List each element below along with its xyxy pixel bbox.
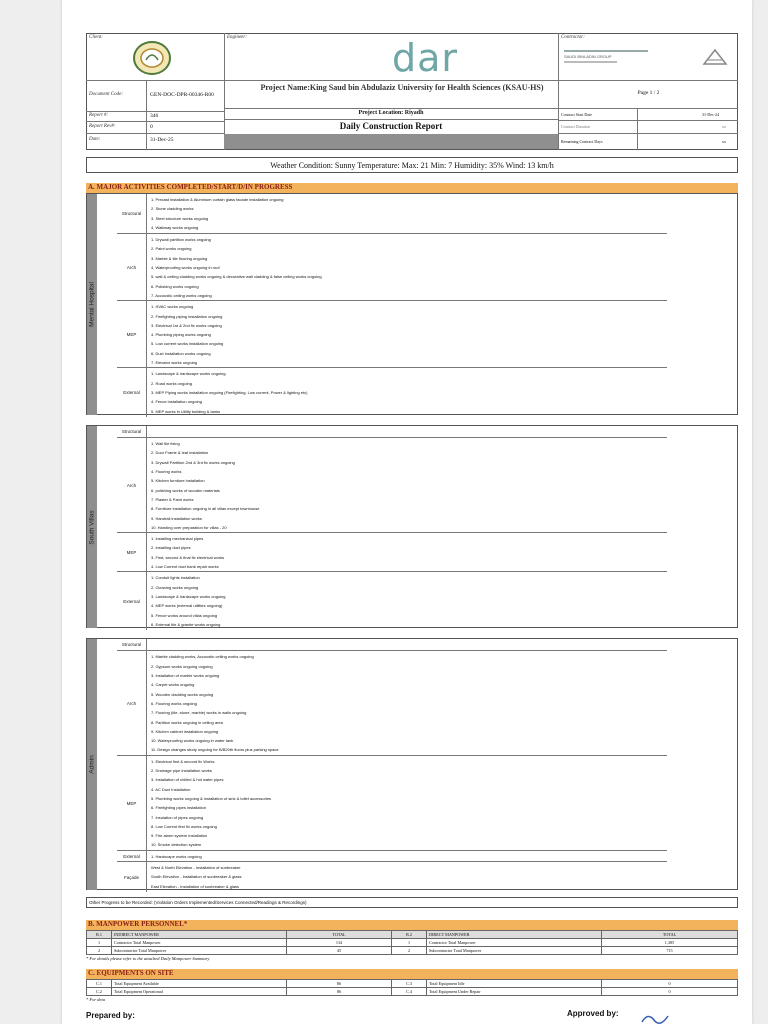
activity-items: [149, 235, 664, 300]
subcategory-label: MEP: [117, 301, 147, 368]
report-no-label: Report #:: [89, 113, 109, 118]
subcategory-label: Façade: [117, 862, 147, 892]
activity-item: 7. Elevator works ongoing: [151, 360, 198, 366]
activity-item: 6. polishing works of wooden materials: [151, 487, 220, 493]
eq-cell: Total Equipment Idle: [427, 980, 602, 988]
mp-col-indirect: INDIRECT MANPOWER: [112, 931, 287, 939]
mp-cell: Subcontractor Total Manpower: [427, 947, 602, 955]
activity-subrow: [117, 755, 667, 850]
eq-cell: Total Equipment Under Repair: [427, 988, 602, 996]
engineer-logo: dar: [392, 36, 459, 80]
mp-cell: 1: [392, 939, 427, 947]
activity-item: 1. Installing mechanical pipes: [151, 536, 204, 542]
project-location: Project Location: Riyadh: [358, 110, 424, 116]
client-seal-logo: [132, 40, 172, 76]
mp-cell: 715: [602, 947, 738, 955]
activity-item: 6. Flooring works ongoing: [151, 700, 197, 706]
contractor-label: Contractor:: [561, 35, 585, 40]
activity-items: [149, 534, 664, 571]
activity-item: 8. Low Current first fix works ongoing: [151, 823, 217, 829]
activity-item: 6. External tile & granite works ongoing: [151, 621, 221, 627]
remaining-days-value: xx: [722, 139, 726, 144]
activity-subrow: [117, 861, 667, 891]
activity-item: 4. Walkway works ongoing: [151, 224, 199, 230]
activity-item: 6. Firefighting pipes installation: [151, 805, 206, 811]
activity-item: 3. Installation of chilled & hot water pipes: [151, 777, 224, 783]
contract-start-label: Contract Start Date: [561, 112, 592, 117]
contract-start-value: 31-Dec-24: [702, 112, 720, 117]
group-label: Admin: [88, 755, 96, 774]
activity-item: 7. Accoustic ceiling works ongoing: [151, 292, 212, 298]
activity-item: 3. First, second & final fix electrical works: [151, 554, 225, 560]
mp-cell: Contractor Total Manpower: [427, 939, 602, 947]
activity-item: 4. MEP works (external utilities ongoing): [151, 603, 223, 609]
activity-subrow: [117, 650, 667, 754]
activity-item: 2. Paint works ongoing: [151, 246, 192, 252]
activity-subrow: [117, 437, 667, 532]
activity-subrow: [117, 426, 667, 437]
page-number: Page 1 / 2: [637, 90, 660, 96]
activity-items: [149, 573, 664, 629]
activity-items: [149, 757, 664, 850]
activity-item: 5. wall & ceiling cladding works ongoing & decorative wall cladding & false ceiling works ongoing: [151, 274, 322, 280]
eq-cell: Total Equipment Available: [112, 980, 287, 988]
client-label: Client:: [89, 35, 103, 40]
section-a-header: A. MAJOR ACTIVITIES COMPLETED/START/D/IN PROGRESS: [86, 183, 738, 193]
subcategory-label: Arch: [117, 234, 147, 301]
activity-item: 10. Smoke detection system: [151, 842, 202, 848]
equipment-note: * For deta: [86, 997, 105, 1002]
contractor-logo: SAUDI BINLADIN GROUP: [564, 48, 669, 65]
activity-subrow: [117, 367, 667, 416]
activity-item: 1. Marble cladding works, Accoustic ceiling works ongoing: [151, 654, 254, 660]
activity-group: [86, 193, 738, 415]
doc-code-label: Document Code:: [89, 92, 124, 97]
activity-item: 4. Carpet works ongoing: [151, 682, 195, 688]
contractor-emblem-icon: [702, 46, 728, 68]
activity-item: 6. Duct installation works ongoing: [151, 350, 211, 356]
mp-col-b2: B.2: [392, 931, 427, 939]
activity-item: 1. Wall tile fixing: [151, 441, 180, 447]
activity-items: [149, 863, 664, 891]
report-no-value: 346: [150, 113, 159, 119]
activity-item: 1. Precast installation & Aluminum curtain glass facade installation ongoing: [151, 197, 284, 202]
activity-subrow: [117, 639, 667, 650]
eq-cell: C.2: [87, 988, 112, 996]
subcategory-label: Structural: [117, 194, 147, 233]
mp-cell: 45: [287, 947, 392, 955]
doc-code-value: GEN-DOC-DPR-00346-R00: [150, 92, 214, 98]
eq-cell: 86: [287, 988, 392, 996]
activity-subrow: [117, 532, 667, 571]
signature-icon: [640, 1012, 670, 1024]
activity-item: 4. Flooring works: [151, 469, 182, 475]
activity-item: 4. AC Duct Installation: [151, 786, 191, 792]
mp-cell: 1,385: [602, 939, 738, 947]
activity-item: 2. Firefighting piping installation ongoing: [151, 313, 223, 319]
activity-subrow: [117, 571, 667, 629]
subcategory-label: Structural: [117, 639, 147, 650]
activity-subrow: [117, 850, 667, 861]
mp-cell: Subcontractor Total Manpower: [112, 947, 287, 955]
activity-item: [151, 427, 664, 436]
activity-item: 1. Landscape & hardscape works ongoing.: [151, 371, 227, 377]
activity-item: 8. Partition works ongoing in ceiling area: [151, 719, 223, 725]
activity-item: 7. Plaster & Paint works: [151, 496, 194, 502]
activity-group: [86, 638, 738, 890]
activity-item: 8. Furniture installation ongoing in all villas except townhouse: [151, 506, 260, 512]
activity-subrow: [117, 194, 667, 233]
mp-cell: 1: [87, 939, 112, 947]
subcategory-label: Arch: [117, 438, 147, 533]
activity-item: 2. Door Frame & leaf installation: [151, 450, 209, 456]
activity-item: 7. Flooring (tile, stone, marble) works in walls ongoing: [151, 710, 247, 716]
activity-item: 2. Drainage pipe installation works: [151, 768, 212, 774]
activity-items: [149, 369, 664, 416]
section-c-header: C. EQUIPMENTS ON SITE: [86, 969, 738, 979]
activity-item: 5. Low current works installation ongoing: [151, 341, 224, 347]
eq-cell: 0: [602, 988, 738, 996]
activity-item: 4. Low Current duct bank repair works: [151, 564, 219, 570]
activity-subrow: [117, 300, 667, 367]
subcategory-label: MEP: [117, 533, 147, 572]
activity-item: 2. Gypsum works ongoing ongoing: [151, 663, 213, 669]
activity-item: 5. Fence works around villas ongoing: [151, 612, 218, 618]
manpower-note: * For details please refer to the attached Daily Manpower Summary: [86, 956, 210, 961]
activity-item: 1. Hardscape works ongoing: [151, 853, 202, 859]
activity-item: South Elevation - Installation of sunbreaker & glass: [151, 874, 242, 880]
contract-duration-value: xx: [722, 124, 726, 129]
title-band: [224, 134, 558, 149]
mp-col-total-1: TOTAL: [287, 931, 392, 939]
subcategory-label: Structural: [117, 426, 147, 437]
mp-cell: Contractor Total Manpower: [112, 939, 287, 947]
activity-item: 11. Design changes study ongoing for B/B20th floors plus parking space: [151, 747, 279, 753]
activity-item: 1. Electrical first & second fix Works: [151, 758, 215, 764]
activity-item: 4. Fence installation ongoing: [151, 399, 202, 405]
engineer-label: Engineer:: [227, 35, 247, 40]
group-label: South Villas: [88, 509, 96, 545]
eq-cell: 0: [602, 980, 738, 988]
activity-item: 6. Polishing works ongoing: [151, 283, 199, 289]
activity-item: 9. Handrail installation works: [151, 515, 202, 521]
eq-cell: 86: [287, 980, 392, 988]
activity-item: 1. Drywall partition works ongoing: [151, 237, 211, 243]
mp-col-total-2: TOTAL: [602, 931, 738, 939]
weather-row: Weather Condition: Sunny Temperature: Max: 21 Min: 7 Humidity: 35% Wind: 13 km/h: [86, 157, 738, 173]
activity-item: 7. Insulation of pipes ongoing: [151, 814, 204, 820]
activity-item: 3. Drywall Partition 2nd & 3rd fix works ongoing: [151, 459, 235, 465]
activity-item: 4. Plumbing piping works ongoing: [151, 332, 211, 338]
report-title: Daily Construction Report: [339, 121, 443, 131]
approved-by-label: Approved by:: [567, 1009, 619, 1018]
activity-items: [149, 302, 664, 367]
manpower-table: [86, 930, 738, 963]
report-page: [62, 0, 752, 1024]
project-name: Project Name:King Saud bin Abdulaziz University for Health Sciences (KSAU-HS): [260, 83, 544, 92]
eq-cell: C.3: [392, 980, 427, 988]
activity-item: 3. Marble & tile flooring ongoing: [151, 255, 208, 261]
activity-item: [151, 640, 664, 649]
activity-item: 2. Cleaning works ongoing: [151, 584, 199, 590]
activities-table: [86, 193, 738, 893]
subcategory-label: External: [117, 851, 147, 862]
subcategory-label: MEP: [117, 756, 147, 851]
activity-item: 2. Installing duct pipes: [151, 545, 191, 551]
eq-cell: C.4: [392, 988, 427, 996]
activity-items: [149, 852, 664, 861]
activity-item: 9. Fire alarm system installation: [151, 833, 208, 839]
eq-cell: C.1: [87, 980, 112, 988]
activity-item: 3. Electrical 1st & 2nd fix works ongoing: [151, 322, 222, 328]
activity-item: 4. Waterproofing works ongoing in roof: [151, 265, 220, 271]
date-label: Date:: [89, 137, 101, 142]
mp-cell: 2: [392, 947, 427, 955]
activity-items: [149, 427, 664, 436]
activity-item: West & North Elevation - Installation of sunbreaker: [151, 865, 241, 871]
activity-item: 3. Steel structure works ongoing: [151, 215, 209, 221]
activity-item: 9. Kitchen cabinet installation ongoing: [151, 728, 219, 734]
activity-item: 1. HVAC works ongoing: [151, 304, 194, 310]
activity-item: East Elevation - Installation of sunbreaker & glass: [151, 883, 240, 889]
eq-cell: Total Equipment Operational: [112, 988, 287, 996]
report-rev-label: Report Rev#:: [89, 124, 116, 129]
activity-item: 1. Conduit lights installation: [151, 575, 200, 581]
contract-duration-label: Contract Duration: [561, 124, 590, 129]
activity-item: 10. Handing over preparation for villas - 20: [151, 524, 227, 530]
mp-col-b1: B.1: [87, 931, 112, 939]
date-value: 31-Dec-25: [150, 137, 174, 143]
activity-group: [86, 425, 738, 628]
mp-cell: 2: [87, 947, 112, 955]
activity-item: 3. Installation of marble works ongoing: [151, 673, 220, 679]
activity-item: 5. Kitchen furniture installation: [151, 478, 205, 484]
mp-col-direct: DIRECT MANPOWER: [427, 931, 602, 939]
subcategory-label: Arch: [117, 651, 147, 755]
remaining-days-label: Remaining Contract Days: [561, 139, 603, 144]
other-progress-row: Other Progress to be Recorded: (Violation Orders Implemented/Services Connected/Readings & Recordings): [86, 897, 738, 908]
activity-item: 3. Landscape & hardscape works ongoing: [151, 593, 226, 599]
subcategory-label: External: [117, 572, 147, 630]
activity-item: 5. MEP works in Utility building & tanks: [151, 408, 221, 414]
group-label: Mental Hospital: [88, 282, 96, 327]
equipment-table: [86, 979, 738, 1003]
activity-item: 5. Wooden cladding works ongoing: [151, 691, 214, 697]
activity-items: [149, 439, 664, 532]
activity-items: [149, 195, 664, 232]
activity-items: [149, 652, 664, 754]
activity-subrow: [117, 233, 667, 300]
mp-cell: 134: [287, 939, 392, 947]
activity-item: 2. Road works ongoing: [151, 380, 192, 386]
activity-item: 5. Plumbing works ongoing & installation of sink & toilet accessories: [151, 795, 272, 801]
activity-items: [149, 640, 664, 649]
activity-item: 10. Waterproofing works ongoing in water tank: [151, 738, 234, 744]
prepared-by-label: Prepared by:: [86, 1011, 135, 1020]
subcategory-label: External: [117, 368, 147, 417]
section-b-header: B. MANPOWER PERSONNEL*: [86, 920, 738, 930]
activity-item: 2. Stone cladding works: [151, 206, 194, 212]
report-rev-value: 0: [150, 124, 153, 130]
activity-item: 3. MEP Piping works installation ongoing (Firefighting, Low current, Power & lighting etc): [151, 389, 308, 395]
